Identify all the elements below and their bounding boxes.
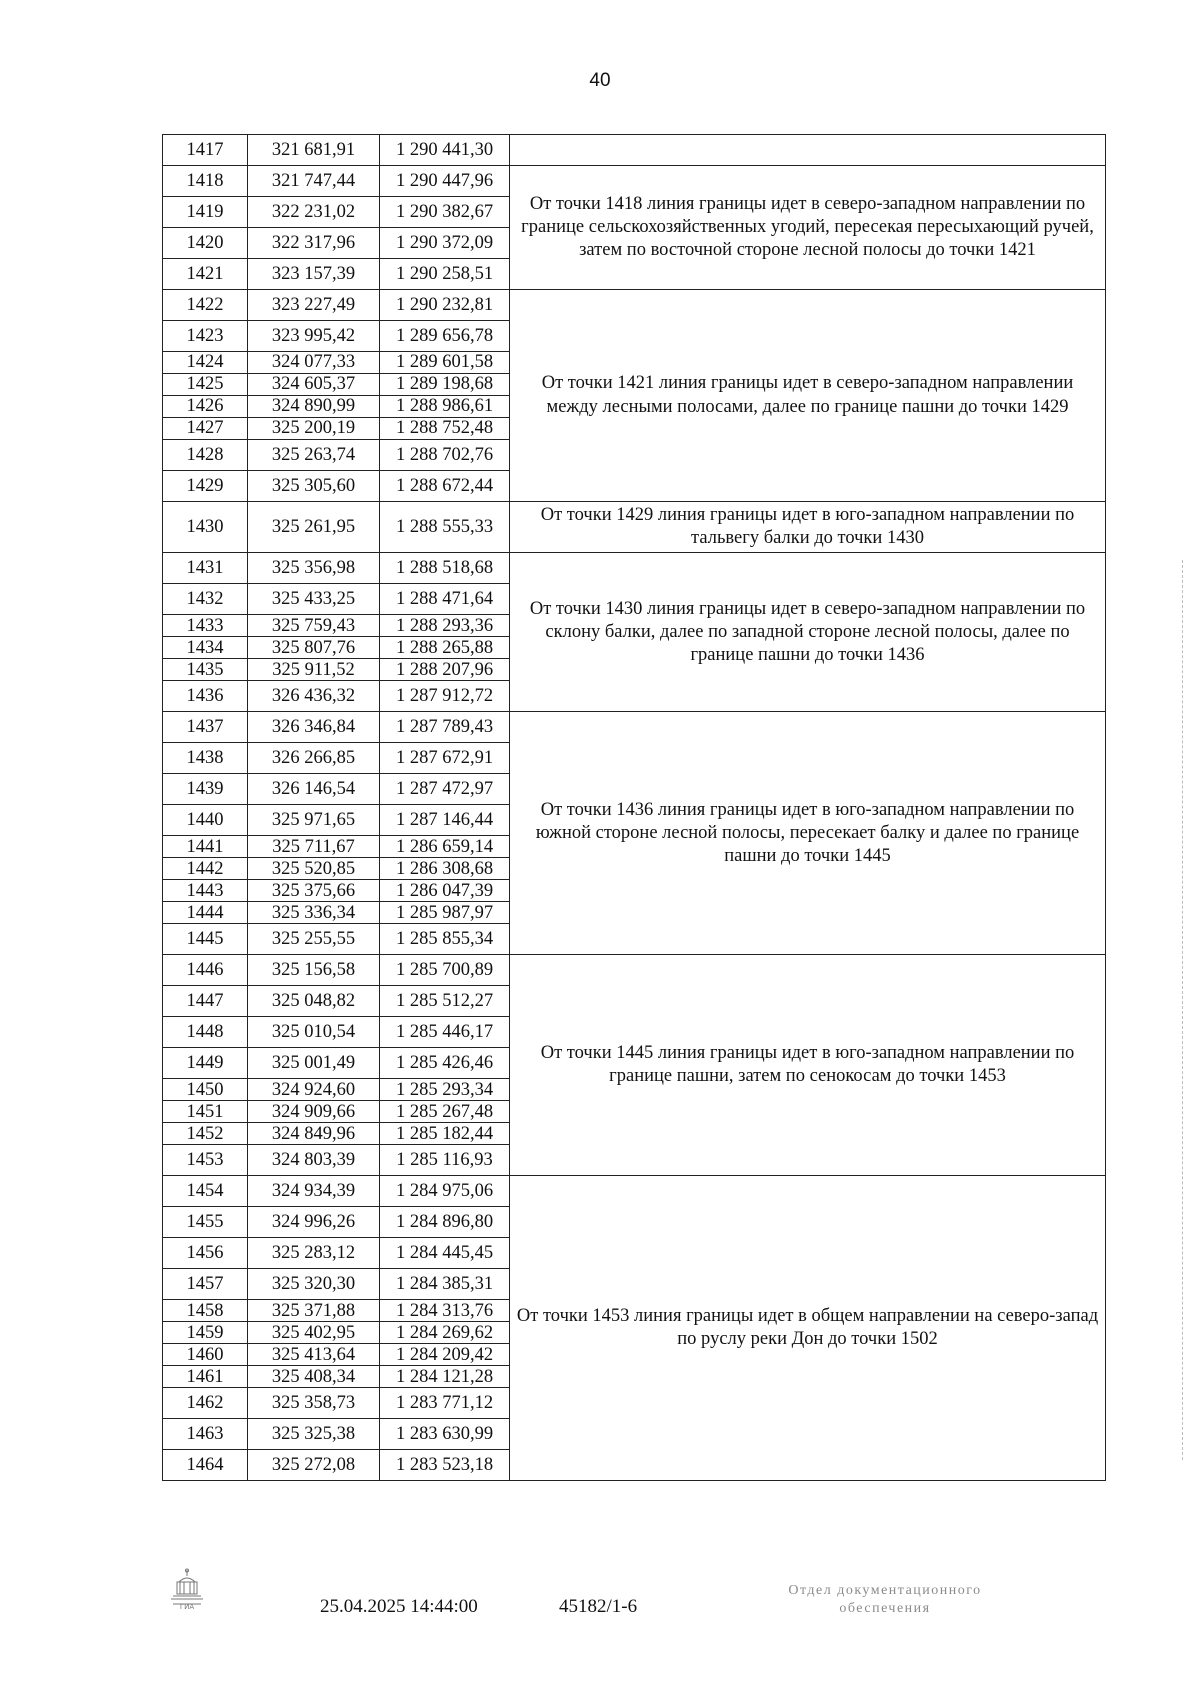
stamp-line: Отдел документационного [788,1583,982,1598]
y-coordinate-cell: 1 285 512,27 [380,986,510,1017]
y-coordinate-cell: 1 285 700,89 [380,955,510,986]
x-coordinate-cell: 325 272,08 [248,1450,380,1481]
y-coordinate-cell: 1 286 047,39 [380,880,510,902]
y-coordinate-cell: 1 284 385,31 [380,1269,510,1300]
point-number-cell: 1418 [163,166,248,197]
x-coordinate-cell: 325 200,19 [248,418,380,440]
point-number-cell: 1449 [163,1048,248,1079]
table-row [163,135,1106,166]
x-coordinate-cell: 324 849,96 [248,1123,380,1145]
point-number-cell: 1420 [163,228,248,259]
point-number-cell: 1430 [163,502,248,553]
y-coordinate-cell: 1 283 771,12 [380,1388,510,1419]
x-coordinate-cell: 325 010,54 [248,1017,380,1048]
y-coordinate-cell: 1 284 313,76 [380,1300,510,1322]
y-coordinate-cell: 1 288 293,36 [380,615,510,637]
table-row [163,502,1106,553]
x-coordinate-cell: 325 807,76 [248,637,380,659]
y-coordinate-cell: 1 288 986,61 [380,396,510,418]
boundary-description-cell: От точки 1445 линия границы идет в юго-западном направлении по границе пашни, затем по сенокосам до точки 1453 [510,955,1106,1176]
boundary-description-cell: От точки 1436 линия границы идет в юго-западном направлении по южной стороне лесной полосы, пересекает балку и далее по границе пашни до точки 1445 [510,712,1106,955]
y-coordinate-cell: 1 286 308,68 [380,858,510,880]
point-number-cell: 1421 [163,259,248,290]
y-coordinate-cell: 1 284 896,80 [380,1207,510,1238]
point-number-cell: 1446 [163,955,248,986]
x-coordinate-cell: 325 433,25 [248,584,380,615]
y-coordinate-cell: 1 288 702,76 [380,440,510,471]
point-number-cell: 1438 [163,743,248,774]
footer-stamp [735,1582,1035,1618]
y-coordinate-cell: 1 288 265,88 [380,637,510,659]
coordinates-table [162,134,1106,1481]
x-coordinate-cell: 324 605,37 [248,374,380,396]
y-coordinate-cell: 1 289 198,68 [380,374,510,396]
point-number-cell: 1424 [163,352,248,374]
y-coordinate-cell: 1 284 121,28 [380,1366,510,1388]
x-coordinate-cell: 324 077,33 [248,352,380,374]
x-coordinate-cell: 325 048,82 [248,986,380,1017]
point-number-cell: 1442 [163,858,248,880]
x-coordinate-cell: 325 971,65 [248,805,380,836]
emblem-icon [167,1568,207,1610]
point-number-cell: 1431 [163,553,248,584]
x-coordinate-cell: 324 934,39 [248,1176,380,1207]
point-number-cell: 1451 [163,1101,248,1123]
x-coordinate-cell: 325 305,60 [248,471,380,502]
point-number-cell: 1433 [163,615,248,637]
y-coordinate-cell: 1 290 372,09 [380,228,510,259]
x-coordinate-cell: 324 803,39 [248,1145,380,1176]
point-number-cell: 1463 [163,1419,248,1450]
point-number-cell: 1429 [163,471,248,502]
x-coordinate-cell: 324 996,26 [248,1207,380,1238]
point-number-cell: 1432 [163,584,248,615]
y-coordinate-cell: 1 283 523,18 [380,1450,510,1481]
y-coordinate-cell: 1 284 975,06 [380,1176,510,1207]
y-coordinate-cell: 1 288 207,96 [380,659,510,681]
y-coordinate-cell: 1 285 855,34 [380,924,510,955]
table-row [163,955,1106,986]
y-coordinate-cell: 1 289 601,58 [380,352,510,374]
x-coordinate-cell: 325 402,95 [248,1322,380,1344]
x-coordinate-cell: 325 371,88 [248,1300,380,1322]
y-coordinate-cell: 1 285 182,44 [380,1123,510,1145]
x-coordinate-cell: 326 436,32 [248,681,380,712]
x-coordinate-cell: 321 747,44 [248,166,380,197]
x-coordinate-cell: 325 263,74 [248,440,380,471]
y-coordinate-cell: 1 285 446,17 [380,1017,510,1048]
point-number-cell: 1428 [163,440,248,471]
point-number-cell: 1440 [163,805,248,836]
x-coordinate-cell: 322 317,96 [248,228,380,259]
y-coordinate-cell: 1 288 752,48 [380,418,510,440]
y-coordinate-cell: 1 290 258,51 [380,259,510,290]
boundary-description-cell [510,135,1106,166]
x-coordinate-cell: 323 157,39 [248,259,380,290]
point-number-cell: 1460 [163,1344,248,1366]
x-coordinate-cell: 325 520,85 [248,858,380,880]
boundary-description-cell: От точки 1418 линия границы идет в северо-западном направлении по границе сельскохозяйственных угодий, пересекая пересыхающий ручей, затем по восточной стороне лесной полосы до точки 1421 [510,166,1106,290]
point-number-cell: 1458 [163,1300,248,1322]
y-coordinate-cell: 1 287 146,44 [380,805,510,836]
stamp-line: обеспечения [839,1601,931,1617]
x-coordinate-cell: 324 890,99 [248,396,380,418]
y-coordinate-cell: 1 287 472,97 [380,774,510,805]
y-coordinate-cell: 1 287 672,91 [380,743,510,774]
footer-doc-number: 45182/1-6 [559,1596,638,1617]
table-row [163,290,1106,321]
y-coordinate-cell: 1 285 987,97 [380,902,510,924]
y-coordinate-cell: 1 290 232,81 [380,290,510,321]
y-coordinate-cell: 1 288 672,44 [380,471,510,502]
x-coordinate-cell: 323 227,49 [248,290,380,321]
x-coordinate-cell: 326 346,84 [248,712,380,743]
point-number-cell: 1417 [163,135,248,166]
point-number-cell: 1457 [163,1269,248,1300]
y-coordinate-cell: 1 290 382,67 [380,197,510,228]
x-coordinate-cell: 326 266,85 [248,743,380,774]
page-number: 40 [589,70,611,91]
x-coordinate-cell: 325 336,34 [248,902,380,924]
point-number-cell: 1437 [163,712,248,743]
y-coordinate-cell: 1 285 426,46 [380,1048,510,1079]
table-row [163,1176,1106,1207]
x-coordinate-cell: 325 283,12 [248,1238,380,1269]
y-coordinate-cell: 1 284 445,45 [380,1238,510,1269]
x-coordinate-cell: 325 911,52 [248,659,380,681]
point-number-cell: 1419 [163,197,248,228]
point-number-cell: 1443 [163,880,248,902]
x-coordinate-cell: 324 924,60 [248,1079,380,1101]
point-number-cell: 1450 [163,1079,248,1101]
boundary-description-cell: От точки 1453 линия границы идет в общем направлении на северо-запад по руслу реки Дон до точки 1502 [510,1176,1106,1481]
point-number-cell: 1427 [163,418,248,440]
x-coordinate-cell: 325 375,66 [248,880,380,902]
point-number-cell: 1434 [163,637,248,659]
svg-text:ГИА: ГИА [179,1603,195,1610]
point-number-cell: 1422 [163,290,248,321]
point-number-cell: 1445 [163,924,248,955]
point-number-cell: 1436 [163,681,248,712]
x-coordinate-cell: 325 356,98 [248,553,380,584]
y-coordinate-cell: 1 290 447,96 [380,166,510,197]
y-coordinate-cell: 1 285 116,93 [380,1145,510,1176]
y-coordinate-cell: 1 284 209,42 [380,1344,510,1366]
x-coordinate-cell: 322 231,02 [248,197,380,228]
point-number-cell: 1459 [163,1322,248,1344]
point-number-cell: 1453 [163,1145,248,1176]
x-coordinate-cell: 325 325,38 [248,1419,380,1450]
point-number-cell: 1454 [163,1176,248,1207]
y-coordinate-cell: 1 289 656,78 [380,321,510,352]
point-number-cell: 1425 [163,374,248,396]
point-number-cell: 1462 [163,1388,248,1419]
boundary-description-cell: От точки 1421 линия границы идет в северо-западном направлении между лесными полосами, далее по границе пашни до точки 1429 [510,290,1106,502]
point-number-cell: 1456 [163,1238,248,1269]
x-coordinate-cell: 325 320,30 [248,1269,380,1300]
table-row [163,553,1106,584]
point-number-cell: 1448 [163,1017,248,1048]
point-number-cell: 1447 [163,986,248,1017]
scan-edge-mark [1182,560,1187,1460]
x-coordinate-cell: 321 681,91 [248,135,380,166]
x-coordinate-cell: 325 255,55 [248,924,380,955]
x-coordinate-cell: 325 358,73 [248,1388,380,1419]
point-number-cell: 1439 [163,774,248,805]
boundary-description-cell: От точки 1429 линия границы идет в юго-западном направлении по тальвегу балки до точки 1430 [510,502,1106,553]
y-coordinate-cell: 1 287 789,43 [380,712,510,743]
y-coordinate-cell: 1 285 267,48 [380,1101,510,1123]
y-coordinate-cell: 1 288 471,64 [380,584,510,615]
x-coordinate-cell: 325 156,58 [248,955,380,986]
y-coordinate-cell: 1 283 630,99 [380,1419,510,1450]
x-coordinate-cell: 325 413,64 [248,1344,380,1366]
point-number-cell: 1464 [163,1450,248,1481]
point-number-cell: 1426 [163,396,248,418]
point-number-cell: 1441 [163,836,248,858]
point-number-cell: 1455 [163,1207,248,1238]
footer-datetime: 25.04.2025 14:44:00 [320,1596,478,1617]
point-number-cell: 1423 [163,321,248,352]
x-coordinate-cell: 324 909,66 [248,1101,380,1123]
y-coordinate-cell: 1 290 441,30 [380,135,510,166]
table-row [163,712,1106,743]
x-coordinate-cell: 323 995,42 [248,321,380,352]
y-coordinate-cell: 1 286 659,14 [380,836,510,858]
point-number-cell: 1444 [163,902,248,924]
y-coordinate-cell: 1 288 518,68 [380,553,510,584]
boundary-description-cell: От точки 1430 линия границы идет в северо-западном направлении по склону балки, далее по западной стороне лесной полосы, далее по границе пашни до точки 1436 [510,553,1106,712]
y-coordinate-cell: 1 285 293,34 [380,1079,510,1101]
y-coordinate-cell: 1 288 555,33 [380,502,510,553]
y-coordinate-cell: 1 284 269,62 [380,1322,510,1344]
x-coordinate-cell: 325 711,67 [248,836,380,858]
point-number-cell: 1461 [163,1366,248,1388]
point-number-cell: 1435 [163,659,248,681]
x-coordinate-cell: 325 261,95 [248,502,380,553]
y-coordinate-cell: 1 287 912,72 [380,681,510,712]
table-row [163,166,1106,197]
x-coordinate-cell: 325 408,34 [248,1366,380,1388]
x-coordinate-cell: 325 759,43 [248,615,380,637]
x-coordinate-cell: 326 146,54 [248,774,380,805]
x-coordinate-cell: 325 001,49 [248,1048,380,1079]
point-number-cell: 1452 [163,1123,248,1145]
